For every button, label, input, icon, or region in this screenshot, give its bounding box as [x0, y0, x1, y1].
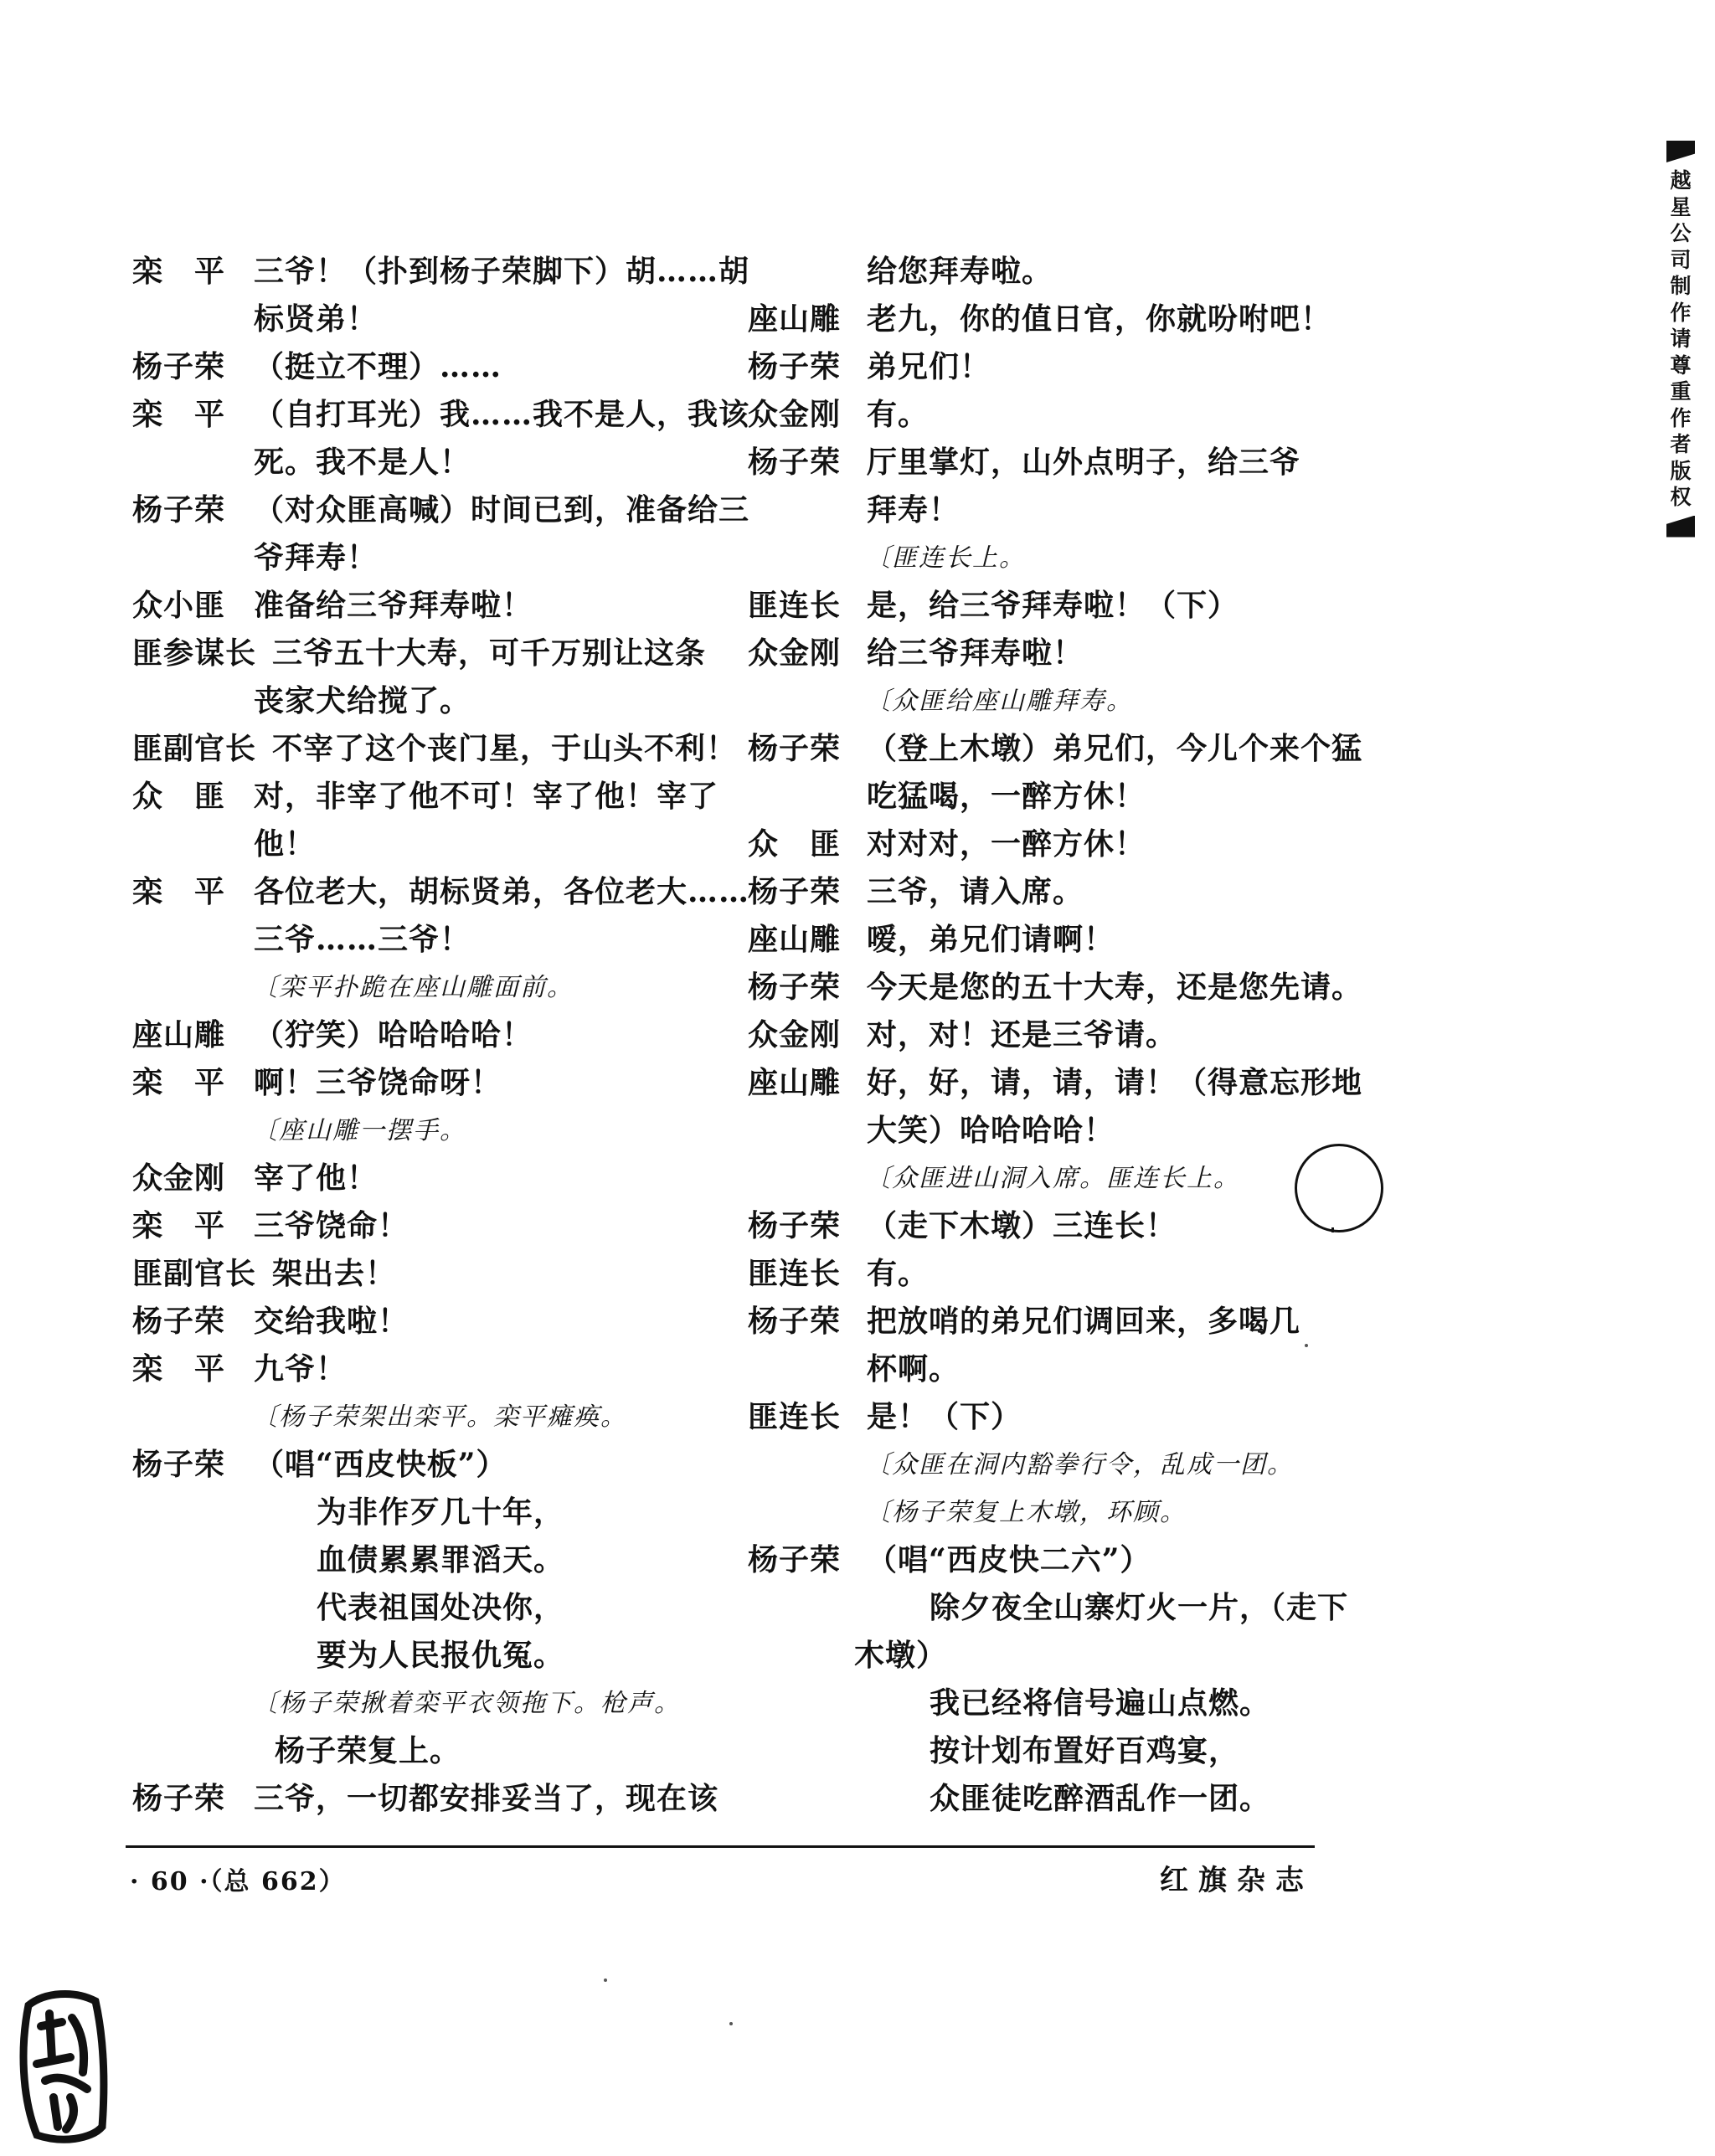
- song-lyric: 要为人民报仇冤。: [317, 1638, 565, 1673]
- dialogue-text: 啊！三爷饶命呀！: [254, 1065, 502, 1100]
- dialogue-text: 给三爷拜寿啦！: [867, 635, 1084, 671]
- notice-char: 版: [1670, 458, 1692, 483]
- speaker-name: 栾 平: [132, 1065, 226, 1100]
- script-line: [132, 534, 702, 582]
- speaker-name: 众小匪: [132, 588, 226, 623]
- notice-char: 公: [1670, 221, 1692, 245]
- script-line: [132, 1298, 702, 1346]
- dialogue-text: 给您拜寿啦。: [867, 254, 1053, 289]
- script-line: [748, 439, 1326, 486]
- script-line: [132, 1107, 702, 1155]
- script-line: [748, 677, 1326, 725]
- script-line: [748, 1202, 1326, 1250]
- script-line: [748, 1775, 1326, 1823]
- script-line: [748, 1536, 1326, 1584]
- stage-direction: 〔栾平扑跪在座山雕面前。: [252, 973, 574, 1002]
- script-line: [132, 1393, 702, 1441]
- script-line: [132, 1632, 702, 1680]
- script-line: [748, 534, 1326, 582]
- speaker-name: 杨子荣: [748, 1304, 842, 1339]
- dialogue-text: 弟兄们！: [867, 349, 991, 384]
- script-line: [748, 1011, 1326, 1059]
- notice-char: 请: [1670, 327, 1692, 351]
- dialogue-text: 三爷五十大寿，可千万别让这条: [272, 635, 707, 671]
- stage-direction: 〔杨子荣复上木墩，环顾。: [865, 1498, 1187, 1527]
- dialogue-text: （登上木墩）弟兄们，今儿个来个猛: [867, 731, 1363, 766]
- script-line: [748, 1680, 1326, 1727]
- speaker-name: 杨子荣: [132, 492, 226, 527]
- script-line: [132, 1346, 702, 1393]
- script-line: [748, 821, 1326, 868]
- notice-bottom-bar: [1666, 516, 1695, 538]
- stage-direction: 〔匪连长上。: [865, 543, 1026, 573]
- speaker-name: 杨子荣: [748, 349, 842, 384]
- speaker-name: 座山雕: [748, 922, 842, 957]
- script-line: [132, 1011, 702, 1059]
- dialogue-text: 有。: [867, 1256, 930, 1291]
- dialogue-text: 准备给三爷拜寿啦！: [254, 588, 533, 623]
- dialogue-text: 嗳，弟兄们请啊！: [867, 922, 1115, 957]
- notice-char: 重: [1670, 379, 1692, 404]
- speaker-name: 杨子荣: [132, 1447, 226, 1482]
- notice-top-bar: [1666, 141, 1695, 162]
- script-line: [132, 1155, 702, 1202]
- dialogue-text: （自打耳光）我……我不是人，我该: [254, 397, 750, 432]
- dialogue-text: （唱“西皮快板”）: [254, 1447, 507, 1482]
- dialogue-text: 各位老大，胡标贤弟，各位老大……: [254, 874, 750, 909]
- stage-direction: 〔杨子荣揪着栾平衣领拖下。枪声。: [252, 1689, 681, 1718]
- dialogue-text: 三爷！（扑到杨子荣脚下）胡……胡: [254, 254, 750, 289]
- script-line: [132, 582, 702, 630]
- dialogue-text: 架出去！: [272, 1256, 397, 1291]
- margin-tick-mark: [1331, 1227, 1334, 1232]
- dialogue-text: 杨子荣复上。: [275, 1733, 461, 1768]
- script-line: [132, 725, 738, 773]
- script-line: [132, 1775, 719, 1823]
- dialogue-text: 三爷，请入席。: [867, 874, 1084, 909]
- speaker-name: 栾 平: [132, 397, 226, 432]
- speaker-name: 匪连长: [748, 1399, 842, 1434]
- margin-circle-mark: [1295, 1144, 1383, 1232]
- dialogue-text: （狞笑）哈哈哈哈！: [254, 1017, 533, 1052]
- speaker-name: 杨子荣: [132, 1304, 226, 1339]
- stage-direction: 〔众匪进山洞入席。匪连长上。: [865, 1164, 1240, 1193]
- speaker-name: 匪参谋长: [132, 635, 257, 671]
- speaker-name: 杨子荣: [132, 1781, 226, 1816]
- speaker-name: 栾 平: [132, 254, 226, 289]
- speaker-name: 杨子荣: [748, 445, 842, 480]
- dialogue-text: 他！: [254, 826, 317, 862]
- dialogue-text: 是，给三爷拜寿啦！（下）: [867, 588, 1239, 623]
- script-line: [748, 391, 1326, 439]
- stage-direction: 〔众匪在洞内豁拳行令，乱成一团。: [865, 1450, 1294, 1479]
- dialogue-text: 吃猛喝，一醉方休！: [867, 779, 1146, 814]
- left-column: [132, 248, 750, 1823]
- dialogue-text: 今天是您的五十大寿，还是您先请。: [867, 970, 1363, 1005]
- script-line: [748, 1489, 1326, 1536]
- dialogue-text: 爷拜寿！: [254, 540, 379, 575]
- seal-stamp-logo: [12, 1980, 112, 2148]
- footer-rule: [126, 1845, 1315, 1848]
- notice-char: 星: [1670, 194, 1692, 219]
- script-line: [748, 343, 1326, 391]
- script-line: [132, 773, 719, 821]
- dialogue-text: （走下木墩）三连长！: [867, 1208, 1177, 1243]
- speaker-name: 众 匪: [132, 779, 226, 814]
- dialogue-text: 对，非宰了他不可！宰了他！宰了: [254, 779, 719, 814]
- speaker-name: 众金刚: [132, 1160, 226, 1196]
- copyright-notice-text: [1664, 167, 1697, 511]
- dialogue-text: 老九，你的值日官，你就吩咐吧！: [867, 301, 1332, 337]
- dialogue-text: 三爷饶命！: [254, 1208, 409, 1243]
- song-lyric: 为非作歹几十年，: [317, 1495, 565, 1530]
- dialogue-text: 标贤弟！: [254, 301, 379, 337]
- script-line: [132, 868, 750, 916]
- speaker-name: 众金刚: [748, 397, 842, 432]
- page-number: · 60 ·（总 662）: [130, 1867, 346, 1896]
- speaker-name: 杨子荣: [748, 731, 842, 766]
- speaker-name: 杨子荣: [748, 1208, 842, 1243]
- script-line: [748, 1107, 1326, 1155]
- script-line: [132, 677, 702, 725]
- speaker-name: 众金刚: [748, 1017, 842, 1052]
- speaker-name: 众金刚: [748, 635, 842, 671]
- dialogue-text: 对，对！还是三爷请。: [867, 1017, 1177, 1052]
- script-line: [748, 1393, 1326, 1441]
- dialogue-text: 不宰了这个丧门星，于山头不利！: [272, 731, 738, 766]
- script-line: [748, 248, 1326, 296]
- script-line: [132, 1536, 702, 1584]
- speaker-name: 匪副官长: [132, 731, 257, 766]
- notice-char: 越: [1670, 168, 1692, 193]
- script-line: [748, 1250, 1326, 1298]
- speaker-name: 杨子荣: [748, 874, 842, 909]
- script-line: [132, 391, 750, 439]
- script-line: [748, 630, 1326, 677]
- dialogue-text: 对对对，一醉方休！: [867, 826, 1146, 862]
- script-line: [748, 964, 1363, 1011]
- script-line: [748, 1155, 1326, 1202]
- notice-char: 权: [1670, 485, 1692, 509]
- script-line: [748, 1727, 1326, 1775]
- script-line: [132, 1489, 702, 1536]
- scan-speck: [1305, 1344, 1308, 1347]
- dialogue-text: 厅里掌灯，山外点明子，给三爷: [867, 445, 1301, 480]
- speaker-name: 栾 平: [132, 1208, 226, 1243]
- script-line: [748, 1441, 1326, 1489]
- dialogue-text: 交给我啦！: [254, 1304, 409, 1339]
- script-line: [132, 821, 702, 868]
- notice-char: 司: [1670, 247, 1692, 272]
- script-line: [132, 1250, 702, 1298]
- dialogue-text: 死。我不是人！: [254, 445, 471, 480]
- dialogue-text: 是！（下）: [867, 1399, 1022, 1434]
- script-line: [132, 486, 750, 534]
- notice-char: 作: [1670, 300, 1692, 325]
- script-line: [132, 630, 707, 677]
- speaker-name: 杨子荣: [132, 349, 226, 384]
- speaker-name: 栾 平: [132, 1351, 226, 1387]
- song-lyric: 血债累累罪滔天。: [317, 1542, 565, 1577]
- notice-char: 作: [1670, 405, 1692, 430]
- song-lyric: 除夕夜全山寨灯火一片，（走下: [930, 1590, 1349, 1625]
- notice-char: 制: [1670, 274, 1692, 298]
- dialogue-text: 拜寿！: [867, 492, 961, 527]
- song-lyric: 众匪徒吃醉酒乱作一团。: [930, 1781, 1271, 1816]
- dialogue-text: 好，好，请，请，请！（得意忘形地: [867, 1065, 1363, 1100]
- script-line: [132, 1727, 702, 1775]
- notice-char: 者: [1670, 432, 1692, 456]
- script-line: [132, 964, 702, 1011]
- script-line: [748, 1059, 1363, 1107]
- scan-speck: [604, 1978, 607, 1982]
- speaker-name: 座山雕: [132, 1017, 226, 1052]
- dialogue-text: （唱“西皮快二六”）: [867, 1542, 1151, 1577]
- dialogue-text: （挺立不理）……: [254, 349, 502, 384]
- scan-speck: [729, 2022, 733, 2025]
- song-lyric: 我已经将信号遍山点燃。: [930, 1685, 1271, 1721]
- stage-direction: 〔杨子荣架出栾平。栾平瘫痪。: [252, 1402, 627, 1432]
- speaker-name: 座山雕: [748, 301, 842, 337]
- script-line: [748, 296, 1332, 343]
- song-lyric: 代表祖国处决你，: [317, 1590, 565, 1625]
- script-line: [132, 916, 702, 964]
- script-line: [748, 725, 1363, 773]
- script-line: [748, 486, 1326, 534]
- magazine-name: 红旗杂志: [1160, 1864, 1314, 1897]
- dialogue-text: （对众匪高喊）时间已到，准备给三: [254, 492, 750, 527]
- dialogue-text: 有。: [867, 397, 930, 432]
- right-column: [748, 248, 1363, 1823]
- script-line: [132, 1441, 702, 1489]
- speaker-name: 匪副官长: [132, 1256, 257, 1291]
- dialogue-text: 九爷！: [254, 1351, 348, 1387]
- speaker-name: 众 匪: [748, 826, 842, 862]
- speaker-name: 杨子荣: [748, 970, 842, 1005]
- script-line: [132, 1584, 702, 1632]
- script-line: [132, 343, 702, 391]
- dialogue-text: 大笑）哈哈哈哈！: [867, 1113, 1115, 1148]
- stage-direction: 〔座山雕一摆手。: [252, 1116, 466, 1145]
- script-line: [132, 439, 702, 486]
- dialogue-text: 木墩）: [854, 1638, 948, 1673]
- script-line: [748, 1298, 1326, 1346]
- dialogue-text: 三爷……三爷！: [254, 922, 471, 957]
- dialogue-text: 宰了他！: [254, 1160, 379, 1196]
- notice-char: 尊: [1670, 352, 1692, 378]
- copyright-notice-vertical: [1664, 141, 1697, 538]
- dialogue-text: 把放哨的弟兄们调回来，多喝几: [867, 1304, 1301, 1339]
- script-line: [748, 916, 1326, 964]
- song-lyric: 按计划布置好百鸡宴，: [930, 1733, 1240, 1768]
- stage-direction: 〔众匪给座山雕拜寿。: [865, 687, 1133, 716]
- script-line: [132, 1680, 702, 1727]
- script-line: [748, 773, 1326, 821]
- speaker-name: 座山雕: [748, 1065, 842, 1100]
- speaker-name: 栾 平: [132, 874, 226, 909]
- speaker-name: 杨子荣: [748, 1542, 842, 1577]
- dialogue-text: 丧家犬给搅了。: [254, 683, 471, 718]
- script-line: [132, 248, 750, 296]
- script-line: [132, 1202, 702, 1250]
- speaker-name: 匪连长: [748, 1256, 842, 1291]
- script-line: [748, 868, 1326, 916]
- script-line: [748, 1346, 1326, 1393]
- script-line: [748, 1584, 1349, 1632]
- script-line: [748, 1632, 1326, 1680]
- script-line: [132, 296, 702, 343]
- speaker-name: 匪连长: [748, 588, 842, 623]
- dialogue-text: 三爷，一切都安排妥当了，现在该: [254, 1781, 719, 1816]
- script-line: [132, 1059, 702, 1107]
- dialogue-text: 杯啊。: [867, 1351, 961, 1387]
- script-line: [748, 582, 1326, 630]
